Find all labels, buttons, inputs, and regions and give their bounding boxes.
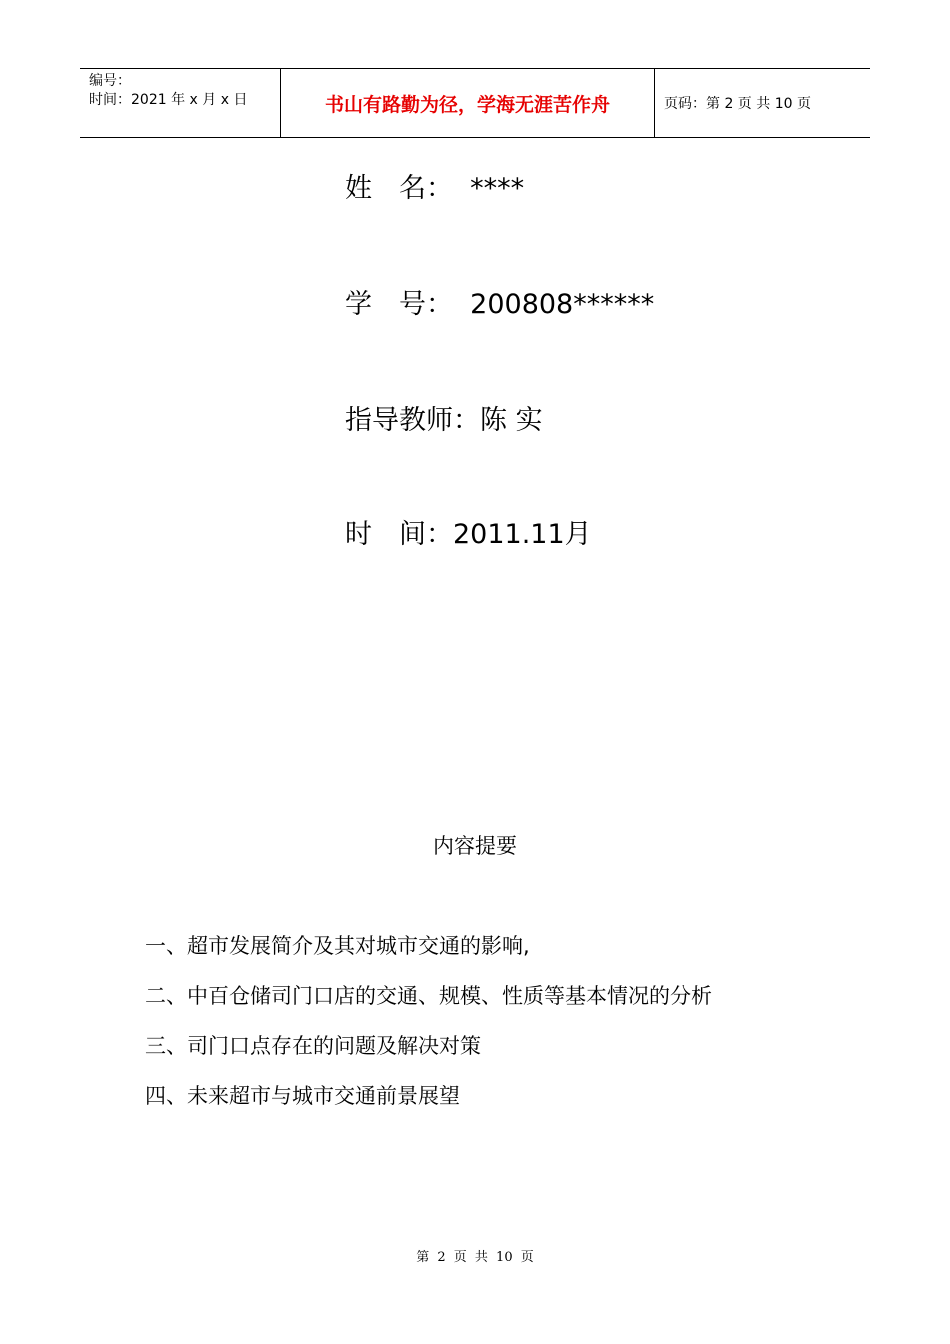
- student-name-line: 姓 名： ****: [345, 173, 525, 204]
- summary-title: 内容提要: [433, 834, 517, 858]
- summary-item-3: 三、司门口点存在的问题及解决对策: [145, 1034, 481, 1058]
- summary-item-4: 四、未来超市与城市交通前景展望: [145, 1084, 460, 1108]
- header-page-cell: [655, 69, 870, 137]
- page-header: [80, 68, 870, 138]
- header-page-label: 页码：第 2 页 共 10 页: [664, 96, 811, 112]
- header-motto: 书山有路勤为径，学海无涯苦作舟: [324, 93, 610, 116]
- header-number-label: 编号：: [89, 73, 131, 89]
- advisor-line: 指导教师：陈 实: [345, 405, 543, 436]
- header-motto-cell: [281, 69, 655, 137]
- page-footer: 第 2 页 共 10 页: [416, 1250, 534, 1265]
- header-time-label: 时间：2021 年 x 月 x 日: [89, 92, 248, 108]
- time-line: 时 间：2011.11月: [345, 519, 592, 550]
- header-meta: [80, 69, 281, 137]
- student-id-line: 学 号： 200808******: [345, 289, 655, 320]
- summary-item-2: 二、中百仓储司门口店的交通、规模、性质等基本情况的分析: [145, 984, 712, 1008]
- summary-item-1: 一、超市发展简介及其对城市交通的影响,: [145, 934, 530, 958]
